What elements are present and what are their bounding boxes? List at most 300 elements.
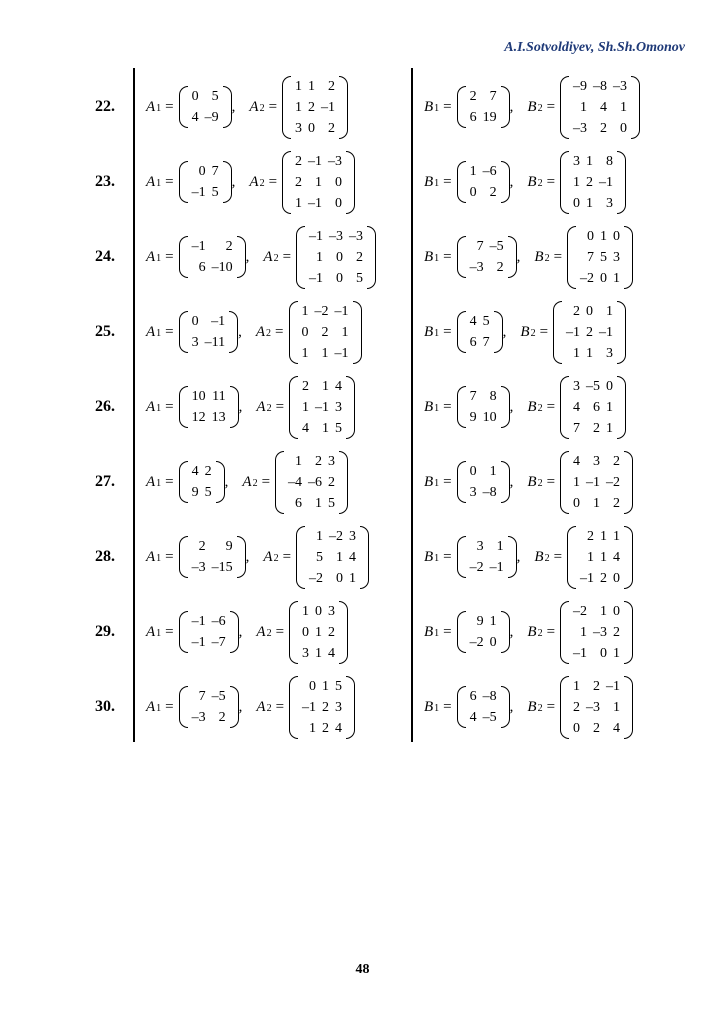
matrix-index: 2 — [259, 102, 265, 114]
left-parenthesis — [179, 86, 188, 128]
matrix-entry: 1 — [308, 78, 316, 94]
matrix-row — [306, 268, 366, 289]
equals-sign: = — [165, 398, 174, 415]
problem-number: 24. — [95, 248, 115, 265]
equals-sign: = — [268, 98, 278, 115]
matrix-entry: 1 — [301, 345, 309, 361]
left-parenthesis — [457, 161, 466, 203]
matrix-b1 — [457, 311, 503, 353]
matrix-entry: 3 — [613, 249, 621, 265]
matrix-entries — [189, 611, 229, 653]
matrices-b — [424, 145, 626, 219]
matrix-row — [306, 526, 359, 547]
matrices-a — [146, 595, 348, 669]
matrix-letter: A — [256, 623, 266, 640]
matrix-row — [570, 451, 623, 472]
matrix-row — [306, 568, 359, 589]
right-parenthesis — [508, 536, 517, 578]
matrix-name — [424, 174, 454, 191]
matrix-row — [467, 557, 507, 578]
matrix-row — [570, 172, 616, 193]
matrix-entry: –6 — [482, 164, 497, 179]
matrix-index: 2 — [266, 627, 272, 639]
matrix-name — [256, 624, 286, 641]
matrices-b — [424, 295, 626, 369]
matrix-name — [146, 624, 176, 641]
matrix-entry: 2 — [593, 420, 601, 436]
matrix-entry: 1 — [295, 99, 303, 115]
left-parenthesis — [275, 451, 284, 514]
matrix-index: 1 — [156, 102, 162, 114]
matrix-b2 — [560, 676, 633, 739]
matrix-row — [299, 676, 345, 697]
matrix-entry: 5 — [204, 485, 212, 500]
matrix-entry: 0 — [191, 89, 199, 104]
matrix-index: 1 — [156, 177, 162, 189]
matrix-entry: 1 — [469, 164, 477, 179]
equals-sign: = — [539, 323, 549, 340]
matrix-entry: 7 — [482, 335, 490, 350]
matrix-name — [424, 399, 454, 416]
right-parenthesis — [494, 311, 503, 353]
matrix-entry: –1 — [308, 153, 323, 169]
matrix-entry: 0 — [315, 603, 323, 619]
matrix-entry: 1 — [613, 528, 621, 544]
matrix-row — [292, 151, 345, 172]
matrix-b2 — [567, 526, 633, 589]
matrix-entries — [299, 676, 345, 739]
matrix-entries — [467, 461, 500, 503]
matrix-entry: 2 — [496, 260, 504, 275]
matrices-a — [146, 445, 348, 519]
matrix-entries — [570, 451, 623, 514]
matrix-name — [534, 549, 564, 566]
matrix-entry: 4 — [573, 399, 581, 415]
equals-sign: = — [443, 473, 452, 490]
comma: , — [509, 473, 514, 490]
matrix-entry: 9 — [225, 539, 233, 554]
right-parenthesis — [346, 376, 355, 439]
matrix-index: 2 — [544, 552, 550, 564]
matrix-entry: 1 — [301, 303, 309, 319]
matrices-b — [424, 370, 626, 444]
matrix-entry: 2 — [489, 185, 497, 200]
matrix-entry: 3 — [302, 645, 310, 661]
matrix-name — [146, 174, 176, 191]
matrix-entries — [467, 86, 500, 128]
matrix-row — [299, 601, 338, 622]
problem-row — [0, 595, 725, 669]
matrix-row — [467, 257, 507, 278]
matrix-entry: –1 — [302, 699, 317, 715]
matrix-entry: 1 — [322, 420, 330, 436]
matrix-entry: 4 — [613, 720, 621, 736]
equals-sign: = — [275, 698, 285, 715]
equals-sign: = — [546, 173, 556, 190]
matrix-row — [292, 118, 338, 139]
matrix-entries — [577, 526, 623, 589]
matrix-index: 1 — [434, 702, 440, 714]
matrix-entry: 1 — [600, 603, 608, 619]
matrix-entry: 1 — [341, 324, 349, 340]
matrix-name — [146, 549, 176, 566]
matrix-entry: 0 — [573, 720, 581, 736]
matrix-entry: 1 — [573, 474, 581, 490]
comma: , — [516, 248, 521, 265]
matrix-entry: 0 — [336, 270, 344, 286]
right-parenthesis — [631, 76, 640, 139]
right-parenthesis — [339, 601, 348, 664]
matrix-entry: 5 — [316, 549, 324, 565]
matrix-entry: –2 — [469, 560, 484, 575]
matrix-row — [467, 536, 507, 557]
matrix-index: 2 — [537, 702, 543, 714]
matrix-entries — [467, 536, 507, 578]
matrix-b1 — [457, 611, 510, 653]
matrix-letter: A — [146, 248, 156, 265]
right-parenthesis — [624, 526, 633, 589]
matrix-entry: 0 — [469, 185, 477, 200]
matrix-b1 — [457, 86, 510, 128]
matrix-name — [424, 249, 454, 266]
right-parenthesis — [223, 161, 232, 203]
comma: , — [238, 698, 243, 715]
matrix-row — [292, 172, 345, 193]
matrix-name — [424, 99, 454, 116]
equals-sign: = — [443, 248, 452, 265]
matrix-entry: 4 — [335, 378, 343, 394]
matrix-entry: 3 — [295, 120, 303, 136]
matrix-letter: A — [249, 173, 259, 190]
left-parenthesis — [179, 386, 188, 428]
right-parenthesis — [501, 161, 510, 203]
matrix-entry: –1 — [191, 635, 206, 650]
right-parenthesis — [624, 451, 633, 514]
matrix-row — [577, 526, 623, 547]
matrix-entry: 4 — [469, 314, 477, 329]
right-parenthesis — [216, 461, 225, 503]
matrix-entry: 5 — [328, 495, 336, 511]
matrix-entries — [189, 236, 236, 278]
matrix-name — [263, 249, 293, 266]
matrix-index: 2 — [537, 102, 543, 114]
matrix-entry: –1 — [191, 185, 206, 200]
problem-number: 30. — [95, 698, 115, 715]
matrix-entry: –1 — [586, 474, 601, 490]
matrix-letter: A — [146, 473, 156, 490]
matrices-b — [424, 595, 633, 669]
matrix-entry: 7 — [476, 239, 484, 254]
matrix-letter: A — [263, 248, 273, 265]
matrix-name — [424, 699, 454, 716]
matrix-entry: 0 — [335, 174, 343, 190]
matrix-entry: 1 — [573, 678, 581, 694]
matrix-entry: –5 — [586, 378, 601, 394]
matrix-entry: –1 — [308, 195, 323, 211]
matrix-entries — [563, 301, 616, 364]
problem-number: 27. — [95, 473, 115, 490]
matrix-a2 — [275, 451, 348, 514]
comma: , — [509, 623, 514, 640]
comma: , — [516, 548, 521, 565]
matrix-entry: 1 — [606, 303, 614, 319]
matrix-row — [467, 236, 507, 257]
matrix-entry: 0 — [489, 635, 497, 650]
matrix-entry: –9 — [573, 78, 588, 94]
matrix-entry: 2 — [204, 464, 212, 479]
matrix-a1 — [179, 386, 239, 428]
matrix-index: 1 — [434, 177, 440, 189]
matrix-entry: 0 — [587, 228, 595, 244]
matrix-letter: B — [424, 173, 434, 190]
matrix-entry: –2 — [573, 603, 588, 619]
equals-sign: = — [546, 623, 556, 640]
left-parenthesis — [179, 536, 188, 578]
matrix-row — [577, 568, 623, 589]
matrix-entries — [189, 311, 228, 353]
matrix-entry: 5 — [211, 185, 219, 200]
matrix-row — [285, 451, 338, 472]
matrix-entry: –7 — [211, 635, 226, 650]
matrix-a1 — [179, 86, 232, 128]
matrix-a1 — [179, 686, 239, 728]
matrix-entry: 1 — [586, 345, 594, 361]
problem-row — [0, 520, 725, 594]
matrix-name — [527, 99, 557, 116]
matrix-b1 — [457, 161, 510, 203]
matrix-entry: 2 — [198, 539, 206, 554]
matrix-entries — [467, 386, 500, 428]
matrix-row — [189, 611, 229, 632]
equals-sign: = — [275, 398, 285, 415]
matrices-a — [146, 520, 369, 594]
left-parenthesis — [457, 611, 466, 653]
matrix-b1 — [457, 461, 510, 503]
right-parenthesis — [229, 311, 238, 353]
matrix-entry: 1 — [573, 345, 581, 361]
matrix-entry: 3 — [191, 335, 199, 350]
matrix-letter: B — [424, 698, 434, 715]
matrix-b2 — [560, 376, 626, 439]
matrix-row — [299, 643, 338, 664]
matrix-row — [570, 676, 623, 697]
matrix-entry: –3 — [586, 699, 601, 715]
matrix-row — [189, 311, 228, 332]
matrix-entry: 4 — [573, 453, 581, 469]
matrix-letter: B — [534, 548, 544, 565]
matrix-entry: 2 — [308, 99, 316, 115]
matrix-entry: 2 — [593, 720, 601, 736]
matrix-row — [577, 226, 623, 247]
matrix-index: 1 — [434, 402, 440, 414]
matrix-entry: –2 — [329, 528, 344, 544]
matrix-entry: 5 — [335, 678, 343, 694]
matrix-name — [424, 549, 454, 566]
matrix-entry: –1 — [606, 678, 621, 694]
matrix-row — [570, 601, 623, 622]
matrix-row — [189, 332, 228, 353]
matrix-entry: 2 — [328, 78, 336, 94]
matrix-entry: 1 — [302, 399, 310, 415]
matrix-entry: 2 — [586, 324, 594, 340]
matrix-entry: 7 — [587, 249, 595, 265]
matrix-entry: 9 — [469, 410, 477, 425]
matrix-entry: –2 — [309, 570, 324, 586]
left-parenthesis — [457, 386, 466, 428]
matrix-entry: –8 — [482, 485, 497, 500]
equals-sign: = — [443, 98, 452, 115]
matrix-entry: 1 — [349, 570, 357, 586]
matrix-entry: 1 — [613, 699, 621, 715]
left-parenthesis — [179, 686, 188, 728]
problem-number: 25. — [95, 323, 115, 340]
matrix-letter: B — [527, 473, 537, 490]
matrix-entry: –1 — [309, 228, 324, 244]
matrix-entry: –1 — [599, 324, 614, 340]
matrix-entries — [299, 601, 338, 664]
matrix-letter: A — [146, 173, 156, 190]
left-parenthesis — [560, 451, 569, 514]
matrix-entries — [189, 86, 222, 128]
matrix-entry: –3 — [349, 228, 364, 244]
matrix-row — [577, 547, 623, 568]
matrix-letter: B — [424, 98, 434, 115]
matrix-row — [189, 161, 222, 182]
matrix-entry: 7 — [489, 89, 497, 104]
matrix-entry: 0 — [600, 270, 608, 286]
matrix-index: 2 — [266, 327, 272, 339]
matrix-entry: 3 — [328, 453, 336, 469]
right-parenthesis — [360, 526, 369, 589]
matrix-name — [424, 324, 454, 341]
matrix-index: 2 — [259, 177, 265, 189]
equals-sign: = — [165, 173, 174, 190]
matrix-letter: B — [527, 698, 537, 715]
matrix-entry: 0 — [309, 678, 317, 694]
matrix-row — [467, 686, 500, 707]
comma: , — [509, 698, 514, 715]
matrix-entry: –15 — [211, 560, 233, 575]
comma: , — [509, 398, 514, 415]
matrix-entry: 2 — [587, 528, 595, 544]
matrix-index: 2 — [266, 702, 272, 714]
right-parenthesis — [223, 86, 232, 128]
equals-sign: = — [165, 248, 174, 265]
problem-row — [0, 145, 725, 219]
matrix-entry: 4 — [302, 420, 310, 436]
matrix-index: 2 — [530, 327, 536, 339]
matrix-entry: 4 — [600, 99, 608, 115]
matrix-index: 2 — [537, 477, 543, 489]
matrix-entry: –3 — [328, 153, 343, 169]
problem-number: 29. — [95, 623, 115, 640]
matrix-entries — [570, 601, 623, 664]
right-parenthesis — [237, 236, 246, 278]
right-parenthesis — [617, 376, 626, 439]
matrix-entry: 4 — [469, 710, 477, 725]
matrix-entry: 2 — [600, 120, 608, 136]
matrix-entry: 1 — [315, 645, 323, 661]
equals-sign: = — [165, 623, 174, 640]
matrix-entry: 3 — [606, 345, 614, 361]
equals-sign: = — [553, 548, 563, 565]
matrix-row — [563, 322, 616, 343]
matrix-row — [467, 107, 500, 128]
matrix-letter: B — [424, 623, 434, 640]
matrix-name — [256, 699, 286, 716]
matrix-entries — [570, 676, 623, 739]
matrix-b2 — [560, 151, 626, 214]
matrix-row — [570, 118, 630, 139]
matrix-row — [570, 397, 616, 418]
left-parenthesis — [179, 461, 188, 503]
comma: , — [238, 323, 242, 340]
matrix-entry: –4 — [288, 474, 303, 490]
right-parenthesis — [230, 686, 239, 728]
matrix-a2 — [289, 601, 348, 664]
equals-sign: = — [165, 473, 174, 490]
matrix-name — [146, 474, 176, 491]
problem-row — [0, 70, 725, 144]
matrix-row — [306, 247, 366, 268]
matrix-entry: 9 — [476, 614, 484, 629]
matrix-name — [424, 474, 454, 491]
matrix-entry: 2 — [322, 720, 330, 736]
matrix-name — [527, 474, 557, 491]
matrix-a1 — [179, 161, 232, 203]
problem-row — [0, 670, 725, 744]
matrix-entry: –5 — [482, 710, 497, 725]
matrix-entry: 1 — [295, 195, 303, 211]
matrix-a1 — [179, 311, 238, 353]
right-parenthesis — [230, 611, 239, 653]
matrix-letter: A — [146, 698, 156, 715]
matrix-entry: 1 — [587, 549, 595, 565]
matrix-entry: –1 — [315, 399, 330, 415]
right-parenthesis — [353, 301, 362, 364]
matrix-entry: 0 — [613, 603, 621, 619]
problem-row — [0, 445, 725, 519]
matrix-entry: 2 — [469, 89, 477, 104]
matrix-row — [563, 301, 616, 322]
matrices-b — [424, 445, 633, 519]
equals-sign: = — [165, 323, 174, 340]
matrix-a2 — [289, 676, 355, 739]
matrix-letter: A — [256, 398, 266, 415]
matrix-entry: 19 — [482, 110, 497, 125]
matrix-entry: –1 — [573, 645, 588, 661]
matrix-entries — [467, 236, 507, 278]
matrix-entry: 1 — [315, 624, 323, 640]
matrix-entry: 4 — [191, 110, 199, 125]
matrix-row — [292, 97, 338, 118]
right-parenthesis — [617, 301, 626, 364]
matrix-index: 1 — [156, 552, 162, 564]
matrix-entry: 4 — [335, 720, 343, 736]
matrix-row — [570, 643, 623, 664]
matrix-index: 2 — [544, 252, 550, 264]
matrix-row — [570, 193, 616, 214]
problem-row — [0, 295, 725, 369]
matrix-entry: 0 — [336, 249, 344, 265]
matrices-a — [146, 370, 355, 444]
matrix-entry: 5 — [211, 89, 219, 104]
page-number: 48 — [355, 962, 370, 977]
equals-sign: = — [268, 173, 278, 190]
matrix-index: 1 — [434, 102, 440, 114]
matrix-b2 — [553, 301, 626, 364]
right-parenthesis — [339, 451, 348, 514]
